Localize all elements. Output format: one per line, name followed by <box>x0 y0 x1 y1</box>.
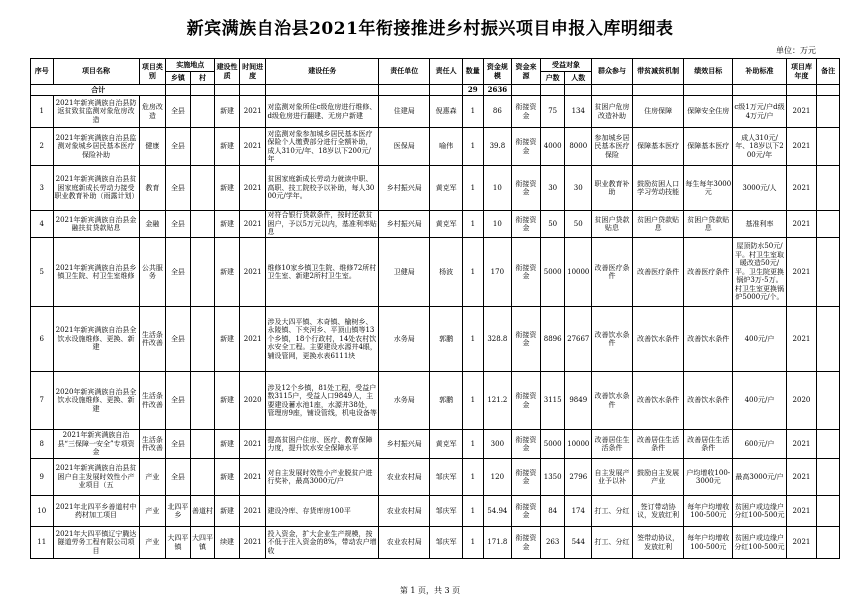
cell-participation: 打工、分红 <box>592 527 633 559</box>
cell-person: 杨波 <box>430 238 463 307</box>
cell-standard: 最高3000元/户 <box>733 459 786 496</box>
cell-no: 2 <box>31 128 54 166</box>
cell-performance: 改善饮水条件 <box>684 307 733 372</box>
cell-category: 金融 <box>139 211 166 238</box>
table-row <box>31 238 840 307</box>
cell-count: 1 <box>463 211 483 238</box>
cell-remark <box>817 459 840 496</box>
cell-schedule: 2021 <box>239 96 266 128</box>
page-footer: 第 1 页，共 3 页 <box>399 586 461 595</box>
cell-category: 健康 <box>139 128 166 166</box>
cell-nature: 新建 <box>215 496 240 527</box>
cell-standard: 基准利率 <box>733 211 786 238</box>
cell-township: 全县 <box>166 372 191 430</box>
cell-year: 2021 <box>786 430 817 459</box>
cell-source: 衔接资金 <box>512 238 541 307</box>
cell-no: 6 <box>31 307 54 372</box>
cell-scale: 300 <box>483 430 512 459</box>
cell-scale: 10 <box>483 166 512 211</box>
cell-mechanism: 住房保障 <box>633 96 684 128</box>
table-row <box>31 211 840 238</box>
cell-category: 教育 <box>139 166 166 211</box>
cell-no: 7 <box>31 372 54 430</box>
header-schedule: 时间进度 <box>239 59 266 85</box>
cell-village <box>190 238 215 307</box>
cell-dept: 医保局 <box>379 128 430 166</box>
cell-category: 生活条件改善 <box>139 372 166 430</box>
cell-performance: 保障基本医疗 <box>684 128 733 166</box>
cell-task: 提高贫困户住房、医疗、教育保障力度，提升饮水安全保障水平 <box>266 430 379 459</box>
cell-mechanism: 改善饮水条件 <box>633 307 684 372</box>
header-source: 资金来源 <box>512 59 541 85</box>
cell-participation: 改善医疗条件 <box>592 238 633 307</box>
cell-task: 涉及12个乡镇，81处工程，受益户数3115户，受益人口9849人，主要建设蓄水池1座，水源井38处，管理房9座，铺设管线，机电设备等 <box>266 372 379 430</box>
cell-participation: 贫困户危房改造补助 <box>592 96 633 128</box>
cell-participation: 自主发展产业予以补 <box>592 459 633 496</box>
table-row <box>31 527 840 559</box>
cell-schedule: 2021 <box>239 527 266 559</box>
cell-count: 1 <box>463 128 483 166</box>
cell-people: 50 <box>565 211 592 238</box>
cell-dept: 农业农村局 <box>379 459 430 496</box>
cell-schedule: 2021 <box>239 496 266 527</box>
cell-schedule: 2021 <box>239 211 266 238</box>
cell-village <box>190 128 215 166</box>
table-row <box>31 496 840 527</box>
cell-person: 黄克军 <box>430 211 463 238</box>
cell-township: 全县 <box>166 307 191 372</box>
cell-township: 全县 <box>166 459 191 496</box>
cell-remark <box>817 96 840 128</box>
cell-scale: 86 <box>483 96 512 128</box>
cell-person: 黄克军 <box>430 166 463 211</box>
cell-source: 衔接资金 <box>512 496 541 527</box>
header-count: 数量 <box>463 59 483 85</box>
header-people: 人数 <box>565 72 592 85</box>
cell-count: 1 <box>463 166 483 211</box>
cell-count: 1 <box>463 307 483 372</box>
cell-people: 174 <box>565 496 592 527</box>
cell-performance: 改善饮水条件 <box>684 372 733 430</box>
cell-township: 全县 <box>166 96 191 128</box>
cell-township: 全县 <box>166 166 191 211</box>
cell-performance: 每年户均增收100-500元 <box>684 496 733 527</box>
total-row <box>31 85 840 96</box>
cell-households: 8896 <box>540 307 565 372</box>
cell-nature: 新建 <box>215 238 240 307</box>
cell-village: 大四平镇 <box>190 527 215 559</box>
cell-no: 1 <box>31 96 54 128</box>
cell-households: 3115 <box>540 372 565 430</box>
cell-category: 生活条件改善 <box>139 430 166 459</box>
cell-person: 邹庆军 <box>430 496 463 527</box>
cell-name: 2021年大四平镇辽宁腾达隧道劳务工程有限公司项目 <box>53 527 139 559</box>
cell-mechanism: 改善医疗条件 <box>633 238 684 307</box>
cell-source: 衔接资金 <box>512 307 541 372</box>
cell-nature: 新建 <box>215 128 240 166</box>
cell-count: 1 <box>463 238 483 307</box>
cell-dept: 住建局 <box>379 96 430 128</box>
header-mechanism: 带贫减贫机制 <box>633 59 684 85</box>
cell-people: 2796 <box>565 459 592 496</box>
cell-no: 11 <box>31 527 54 559</box>
cell-source: 衔接资金 <box>512 430 541 459</box>
header-participation: 群众参与 <box>592 59 633 85</box>
unit-label: 单位：万元 <box>776 46 816 55</box>
cell-households: 5000 <box>540 430 565 459</box>
cell-source: 衔接资金 <box>512 211 541 238</box>
cell-standard: 成人310元/年、18岁以下200元/年 <box>733 128 786 166</box>
cell-participation: 改善饮水条件 <box>592 372 633 430</box>
header-location: 实施地点 <box>166 59 215 72</box>
cell-township: 北四平乡 <box>166 496 191 527</box>
cell-standard: 400元/户 <box>733 372 786 430</box>
cell-task: 建设冷库、存货库房100平 <box>266 496 379 527</box>
cell-year: 2021 <box>786 128 817 166</box>
cell-remark <box>817 211 840 238</box>
cell-performance: 每生每年3000元 <box>684 166 733 211</box>
table-row <box>31 372 840 430</box>
cell-mechanism: 签带动协议，发放红利 <box>633 527 684 559</box>
header-task: 建设任务 <box>266 59 379 85</box>
cell-township: 大四平镇 <box>166 527 191 559</box>
cell-person: 郭鹏 <box>430 307 463 372</box>
cell-schedule: 2021 <box>239 238 266 307</box>
cell-dept: 乡村振兴局 <box>379 211 430 238</box>
cell-village <box>190 96 215 128</box>
table-row <box>31 166 840 211</box>
cell-mechanism: 改善居住生活条件 <box>633 430 684 459</box>
header-village: 村 <box>190 72 215 85</box>
cell-participation: 职业教育补助 <box>592 166 633 211</box>
total-count: 29 <box>463 85 483 96</box>
cell-township: 全县 <box>166 430 191 459</box>
cell-village <box>190 307 215 372</box>
header-performance: 绩效目标 <box>684 59 733 85</box>
cell-schedule: 2021 <box>239 128 266 166</box>
cell-name: 2021年新宾满族自治县“三保障一安全”专项资金 <box>53 430 139 459</box>
cell-name: 2021年新宾满族自治县金融扶贫贷款贴息 <box>53 211 139 238</box>
cell-mechanism: 鼓励贫困人口学习劳动技能 <box>633 166 684 211</box>
cell-source: 衔接资金 <box>512 527 541 559</box>
header-year: 项目库年度 <box>786 59 817 85</box>
cell-village <box>190 430 215 459</box>
total-label: 合计 <box>31 85 166 96</box>
cell-name: 2021年新宾满族自治县贫困户自主发展时效性小产业项目（五 <box>53 459 139 496</box>
cell-scale: 328.8 <box>483 307 512 372</box>
cell-performance: 改善居住生活条件 <box>684 430 733 459</box>
header-scale: 资金规模 <box>483 59 512 85</box>
cell-nature: 续建 <box>215 527 240 559</box>
cell-people: 10000 <box>565 430 592 459</box>
cell-count: 1 <box>463 496 483 527</box>
cell-remark <box>817 166 840 211</box>
cell-participation: 改善饮水条件 <box>592 307 633 372</box>
cell-task: 对监测对象所住c级危房进行维修、d级危房进行翻建、无房户新建 <box>266 96 379 128</box>
cell-count: 1 <box>463 372 483 430</box>
cell-year: 2020 <box>786 372 817 430</box>
cell-category: 产业 <box>139 459 166 496</box>
cell-nature: 新建 <box>215 211 240 238</box>
cell-people: 8000 <box>565 128 592 166</box>
cell-schedule: 2021 <box>239 459 266 496</box>
cell-name: 2021年新宾满族自治县全饮水设施维修、更换、新建 <box>53 307 139 372</box>
cell-no: 10 <box>31 496 54 527</box>
cell-households: 5000 <box>540 238 565 307</box>
cell-dept: 水务局 <box>379 372 430 430</box>
cell-task: 对自主发展时效性小产业脱贫户进行奖补，最高3000元/户 <box>266 459 379 496</box>
cell-mechanism: 改善饮水条件 <box>633 372 684 430</box>
cell-remark <box>817 496 840 527</box>
cell-standard: 贫困户或边缘户分红100-500元 <box>733 496 786 527</box>
cell-person: 郭鹏 <box>430 372 463 430</box>
cell-year: 2021 <box>786 96 817 128</box>
cell-count: 1 <box>463 96 483 128</box>
header-category: 项目类别 <box>139 59 166 85</box>
cell-mechanism: 签订带动协议，发放红利 <box>633 496 684 527</box>
page-title: 新宾满族自治县2021年衔接推进乡村振兴项目申报入库明细表 <box>186 19 674 39</box>
cell-participation: 贫困户贷款贴息 <box>592 211 633 238</box>
cell-source: 衔接资金 <box>512 372 541 430</box>
cell-no: 9 <box>31 459 54 496</box>
header-beneficiary: 受益对象 <box>540 59 591 72</box>
cell-year: 2021 <box>786 211 817 238</box>
table-row <box>31 307 840 372</box>
table-row <box>31 459 840 496</box>
cell-year: 2021 <box>786 166 817 211</box>
cell-dept: 农业农村局 <box>379 527 430 559</box>
cell-nature: 新建 <box>215 96 240 128</box>
cell-task: 对监测对象参加城乡居民基本医疗保险个人缴费部分进行全额补助，成人310元/年、18岁以下200元/年 <box>266 128 379 166</box>
cell-nature: 新建 <box>215 430 240 459</box>
cell-schedule: 2021 <box>239 430 266 459</box>
cell-households: 75 <box>540 96 565 128</box>
project-table <box>30 58 840 559</box>
cell-task: 维修10家乡镇卫生院、维修72所村卫生室、新建2所村卫生室。 <box>266 238 379 307</box>
cell-village <box>190 372 215 430</box>
cell-township: 全县 <box>166 238 191 307</box>
cell-standard: 400元/户 <box>733 307 786 372</box>
cell-no: 4 <box>31 211 54 238</box>
cell-performance: 保障安全住房 <box>684 96 733 128</box>
cell-households: 50 <box>540 211 565 238</box>
cell-source: 衔接资金 <box>512 128 541 166</box>
cell-nature: 新建 <box>215 307 240 372</box>
cell-nature: 新建 <box>215 166 240 211</box>
header-row-1 <box>31 59 840 72</box>
table-row <box>31 96 840 128</box>
cell-person: 邹庆军 <box>430 459 463 496</box>
cell-no: 3 <box>31 166 54 211</box>
total-scale: 2636 <box>483 85 512 96</box>
cell-scale: 120 <box>483 459 512 496</box>
cell-year: 2021 <box>786 459 817 496</box>
cell-task: 贫困家庭新成长劳动力就读中职、高职、技工院校予以补助，每人3000元/学年。 <box>266 166 379 211</box>
cell-households: 263 <box>540 527 565 559</box>
cell-name: 2021年新宾满族自治县监测对象城乡居民基本医疗保险补助 <box>53 128 139 166</box>
cell-performance: 每年户均增收100-500元 <box>684 527 733 559</box>
cell-people: 10000 <box>565 238 592 307</box>
cell-scale: 170 <box>483 238 512 307</box>
cell-scale: 121.2 <box>483 372 512 430</box>
cell-households: 84 <box>540 496 565 527</box>
cell-mechanism: 贫困户贷款贴息 <box>633 211 684 238</box>
table-body <box>31 96 840 559</box>
cell-dept: 卫健局 <box>379 238 430 307</box>
cell-no: 5 <box>31 238 54 307</box>
cell-households: 4000 <box>540 128 565 166</box>
cell-dept: 农业农村局 <box>379 496 430 527</box>
cell-households: 30 <box>540 166 565 211</box>
cell-remark <box>817 430 840 459</box>
table-row <box>31 430 840 459</box>
cell-participation: 打工、分红 <box>592 496 633 527</box>
cell-category: 生活条件改善 <box>139 307 166 372</box>
cell-nature: 新建 <box>215 459 240 496</box>
cell-category: 产业 <box>139 527 166 559</box>
cell-person: 邹庆军 <box>430 527 463 559</box>
cell-source: 衔接资金 <box>512 459 541 496</box>
cell-year: 2021 <box>786 527 817 559</box>
header-nature: 建设性质 <box>215 59 240 85</box>
cell-remark <box>817 307 840 372</box>
cell-remark <box>817 372 840 430</box>
cell-scale: 171.8 <box>483 527 512 559</box>
cell-township: 全县 <box>166 211 191 238</box>
cell-no: 8 <box>31 430 54 459</box>
cell-standard: c级1万元/户d级4万元/户 <box>733 96 786 128</box>
cell-village <box>190 211 215 238</box>
cell-people: 544 <box>565 527 592 559</box>
cell-dept: 乡村振兴局 <box>379 166 430 211</box>
header-person: 责任人 <box>430 59 463 85</box>
cell-schedule: 2020 <box>239 372 266 430</box>
cell-standard: 屋顶防水50元/平。村卫生室取暖改造50元/平。卫生院更换锅炉3万-5万。村卫生室更换锅炉5000元/个。 <box>733 238 786 307</box>
cell-task: 对符合银行贷款条件，按时还款贫困户，予以5万元以内，基准利率贴息 <box>267 211 377 237</box>
cell-name: 2020年新宾满族自治县全饮水设施维修、更换、新建 <box>53 372 139 430</box>
cell-village <box>190 166 215 211</box>
cell-households: 1350 <box>540 459 565 496</box>
cell-township: 全县 <box>166 128 191 166</box>
cell-performance: 改善医疗条件 <box>684 238 733 307</box>
cell-standard: 600元/户 <box>733 430 786 459</box>
cell-count: 1 <box>463 430 483 459</box>
cell-nature: 新建 <box>215 372 240 430</box>
cell-name: 2021年北四平乡善道村中药材加工项目 <box>53 496 139 527</box>
header-remark: 备注 <box>817 59 840 85</box>
cell-person: 黄克军 <box>430 430 463 459</box>
cell-mechanism: 鼓励自主发展产业 <box>633 459 684 496</box>
cell-scale: 54.94 <box>483 496 512 527</box>
cell-people: 134 <box>565 96 592 128</box>
table-row <box>31 128 840 166</box>
cell-name: 2021年新宾满族自治县乡镇卫生院、村卫生室维修 <box>53 238 139 307</box>
cell-person: 喻伟 <box>430 128 463 166</box>
cell-count: 1 <box>463 527 483 559</box>
cell-village: 善道村 <box>190 496 215 527</box>
cell-schedule: 2021 <box>239 307 266 372</box>
header-households: 户数 <box>540 72 565 85</box>
cell-standard: 贫困户或边缘户分红100-500元 <box>733 527 786 559</box>
cell-dept: 乡村振兴局 <box>379 430 430 459</box>
cell-scale: 39.8 <box>483 128 512 166</box>
cell-name: 2021年新宾满族自治县防返贫致贫监测对象危房改造 <box>53 96 139 128</box>
header-no: 序号 <box>31 59 54 85</box>
cell-task: 投入资金，扩大企业生产规模，按不低于注入资金的8%，带动农户增收 <box>266 527 379 559</box>
cell-standard: 3000元/人 <box>733 166 786 211</box>
cell-source: 衔接资金 <box>512 96 541 128</box>
header-name: 项目名称 <box>53 59 139 85</box>
cell-count: 1 <box>463 459 483 496</box>
cell-remark <box>817 128 840 166</box>
cell-scale: 10 <box>483 211 512 238</box>
cell-mechanism: 保障基本医疗 <box>633 128 684 166</box>
cell-year: 2021 <box>786 496 817 527</box>
cell-year: 2021 <box>786 238 817 307</box>
cell-category: 危房改造 <box>139 96 166 128</box>
cell-name: 2021年新宾满族自治县贫困家庭新成长劳动力接受职业教育补助（雨露计划） <box>53 166 139 211</box>
cell-people: 30 <box>565 166 592 211</box>
cell-source: 衔接资金 <box>512 166 541 211</box>
cell-category: 产业 <box>139 496 166 527</box>
cell-participation: 参加城乡居民基本医疗保险 <box>592 128 633 166</box>
cell-task: 涉及大四平镇、木奇镇、榆树乡、永陵镇、下夹河乡、平顶山镇等13个乡镇，18个行政村，14处农村饮水安全工程。主要建设水源井4眼，辅设管网，更换水表6111块 <box>266 307 379 372</box>
cell-village <box>190 459 215 496</box>
cell-year: 2021 <box>786 307 817 372</box>
cell-person: 倪惠森 <box>430 96 463 128</box>
header-dept: 责任单位 <box>379 59 430 85</box>
cell-performance: 贫困户贷款贴息 <box>684 211 733 238</box>
header-standard: 补助标准 <box>733 59 786 85</box>
cell-participation: 改善居住生活条件 <box>592 430 633 459</box>
header-township: 乡镇 <box>166 72 191 85</box>
cell-people: 27667 <box>565 307 592 372</box>
cell-remark <box>817 527 840 559</box>
cell-performance: 户均增收100-3000元 <box>684 459 733 496</box>
cell-dept: 水务局 <box>379 307 430 372</box>
cell-remark <box>817 238 840 307</box>
cell-schedule: 2021 <box>239 166 266 211</box>
cell-people: 9849 <box>565 372 592 430</box>
cell-category: 公共服务 <box>139 238 166 307</box>
